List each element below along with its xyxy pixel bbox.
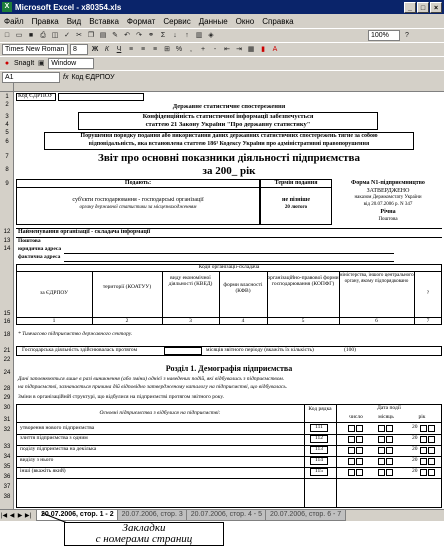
excel-icon: X xyxy=(2,2,12,12)
font-select[interactable]: Times New Roman xyxy=(2,44,68,55)
event-code: 112 xyxy=(314,435,324,441)
month-input[interactable] xyxy=(386,469,393,476)
changes-label: Зміни в організаційній структурі, що відбулися на підприємстві протягом звітного року. xyxy=(18,394,224,400)
close-button[interactable]: × xyxy=(430,2,442,13)
month-input[interactable] xyxy=(378,425,385,432)
date-year: рік xyxy=(418,414,426,420)
row-number[interactable]: 7 xyxy=(5,154,9,160)
new-icon[interactable]: □ xyxy=(4,31,10,39)
year-input[interactable] xyxy=(428,436,435,443)
menu-file[interactable]: Файл xyxy=(4,16,24,26)
capture-icon[interactable]: ▣ xyxy=(37,59,45,67)
menu-format[interactable]: Формат xyxy=(126,16,156,26)
row-number[interactable]: 30 xyxy=(3,405,11,411)
event-code: 111 xyxy=(315,424,323,430)
year-input[interactable] xyxy=(420,447,427,454)
day-input[interactable] xyxy=(348,469,355,476)
thousands-icon[interactable]: , xyxy=(190,45,192,53)
term-value2: 20 лютого xyxy=(284,205,308,210)
window-select[interactable]: Window xyxy=(48,58,94,69)
row-number[interactable]: 15 xyxy=(3,311,11,317)
row-number[interactable]: 32 xyxy=(3,427,11,433)
col-other: ? xyxy=(426,290,430,296)
footnote: * Тимчасово підприємство державного сектору. xyxy=(18,331,133,337)
row-number[interactable]: 21 xyxy=(3,348,11,354)
year-prefix: 20 xyxy=(412,424,418,430)
spell-icon[interactable]: ✓ xyxy=(64,31,70,39)
year-input[interactable] xyxy=(428,447,435,454)
col-edrpou: за ЄДРПОУ xyxy=(40,290,68,296)
italic-icon[interactable]: К xyxy=(104,45,110,53)
submitters-text2: органу державної статистики за місцезнаходженням xyxy=(79,205,197,210)
report-year: за 200_ рік xyxy=(202,165,256,177)
snagit-label[interactable]: SnagIt xyxy=(14,60,35,67)
sheet-tab[interactable]: 20.07.2006, стор. 3 xyxy=(117,510,188,521)
snagit-toolbar xyxy=(0,56,444,70)
select-all-corner[interactable] xyxy=(0,83,14,92)
paste-icon[interactable]: ▤ xyxy=(99,31,107,39)
year-input[interactable] xyxy=(420,469,427,476)
event-label: виділу з нього xyxy=(20,457,54,463)
months-code: (100) xyxy=(344,347,356,353)
kod-label: Код ЄДРПОУ xyxy=(18,93,54,99)
event-code: 113 xyxy=(314,446,324,452)
menu-help[interactable]: Справка xyxy=(262,16,294,26)
callout-line1: Закладки xyxy=(122,522,166,534)
merge-center-icon[interactable]: ⊞ xyxy=(164,45,170,53)
callout-box xyxy=(64,522,224,546)
row-number[interactable]: 36 xyxy=(3,474,11,480)
indent-inc-icon[interactable]: ⇥ xyxy=(236,45,242,53)
sheet-tab[interactable]: 20.07.2006, стор. 6 - 7 xyxy=(265,510,346,521)
section-note2: на підприємстві, зазначається причина дій відповідно затвердженому каталогу на підприємстві, що відбувалась. xyxy=(18,384,288,390)
save-icon[interactable]: ■ xyxy=(28,31,34,39)
colnum-5: 5 xyxy=(301,318,305,324)
menu-tools[interactable]: Сервис xyxy=(163,16,191,26)
day-input[interactable] xyxy=(356,458,363,465)
colnum-2: 2 xyxy=(125,318,129,324)
org-name-label: Найменування організації - складача інформації xyxy=(18,229,151,235)
sum-icon[interactable]: Σ xyxy=(160,31,166,39)
sort-asc-icon[interactable]: ↓ xyxy=(173,31,177,39)
kod-input-cells[interactable] xyxy=(58,93,144,101)
menu-window[interactable]: Окно xyxy=(235,16,255,26)
row-number[interactable]: 31 xyxy=(3,417,11,423)
event-label: інші (вкажіть який) xyxy=(20,468,66,474)
hyperlink-icon[interactable]: ⚭ xyxy=(148,31,154,39)
callout-line2: с номерами страниц xyxy=(95,533,193,545)
standard-toolbar xyxy=(0,28,444,42)
date-header: Дата події xyxy=(377,405,401,411)
row-headers[interactable] xyxy=(0,92,14,509)
format-painter-icon[interactable]: ✎ xyxy=(112,31,118,39)
submit-header: Подають: xyxy=(124,180,152,186)
window-title: Microsoft Excel - x80354.xls xyxy=(15,2,122,12)
section-note1: Дані заповнюються лише в разі виникнення (або зміни) однієї з наведених подій, які відбувались з підприємством. xyxy=(18,376,285,382)
addr-post-label: Поштова xyxy=(18,238,41,244)
post-label: Поштова xyxy=(378,217,398,222)
decimal-dec-icon[interactable]: - xyxy=(213,45,217,53)
colnum-7: 7 xyxy=(426,318,430,324)
year-prefix: 20 xyxy=(412,446,418,452)
prev-sheet-icon[interactable]: ◀ xyxy=(9,513,15,519)
term-value: не пізніше xyxy=(281,197,310,203)
row-number[interactable]: 13 xyxy=(3,238,11,244)
col-kfv: форми власності (КФВ) xyxy=(223,282,263,294)
row-number[interactable]: 37 xyxy=(3,484,11,490)
form-number: Форма N1-підприємництво xyxy=(351,180,425,186)
row-number[interactable]: 8 xyxy=(5,167,9,173)
year-input[interactable] xyxy=(420,425,427,432)
formula-input[interactable]: Код ЄДРПОУ xyxy=(71,73,115,81)
row-number[interactable]: 38 xyxy=(3,494,11,500)
row-number[interactable]: 2 xyxy=(5,102,9,108)
header-stat: Державне статистичне спостереження xyxy=(172,103,286,110)
col-ministry: міністерства, іншого центрального органу, якому підпорядковано xyxy=(339,273,414,284)
row-number[interactable]: 12 xyxy=(3,229,11,235)
row-number[interactable]: 35 xyxy=(3,464,11,470)
print-icon[interactable]: ⎙ xyxy=(40,31,46,39)
year-input[interactable] xyxy=(420,436,427,443)
colnum-3: 3 xyxy=(189,318,192,324)
month-input[interactable] xyxy=(386,425,393,432)
column-headers[interactable] xyxy=(0,83,444,92)
row-number[interactable]: 4 xyxy=(5,122,9,128)
sort-desc-icon[interactable]: ↑ xyxy=(185,31,189,39)
event-label: поділу підприємства на декілька xyxy=(20,446,97,452)
conf-line1: Конфіденційність статистичної інформації забезпечується xyxy=(142,113,314,120)
fill-color-icon[interactable]: ▮ xyxy=(261,45,265,53)
event-code: 114 xyxy=(314,457,324,463)
conf-line2: статтею 21 Закону України "Про державну статистику" xyxy=(145,121,311,128)
menu-insert[interactable]: Вставка xyxy=(89,16,119,26)
row-number[interactable]: 28 xyxy=(3,386,11,392)
undo-icon[interactable]: ↶ xyxy=(124,31,130,39)
year-input[interactable] xyxy=(428,469,435,476)
month-input[interactable] xyxy=(386,447,393,454)
month-input[interactable] xyxy=(378,458,385,465)
order-date: від 20.07.2006 р. N 347 xyxy=(363,202,413,207)
code-header: Код рядка xyxy=(308,406,332,412)
row-number[interactable]: 22 xyxy=(3,357,11,363)
row-number[interactable]: 1 xyxy=(5,94,9,100)
underline-icon[interactable]: Ч xyxy=(116,45,122,53)
addr-fact-label: фактична адреса xyxy=(18,254,61,260)
day-input[interactable] xyxy=(356,436,363,443)
row-number[interactable]: 33 xyxy=(3,444,11,450)
zoom-select[interactable]: 100% xyxy=(368,30,400,41)
minimize-button[interactable]: _ xyxy=(404,2,416,13)
month-input[interactable] xyxy=(386,436,393,443)
drawing-icon[interactable]: ◈ xyxy=(208,31,214,39)
preview-icon[interactable]: ◫ xyxy=(51,31,59,39)
row-number[interactable]: 34 xyxy=(3,454,11,460)
month-input[interactable] xyxy=(378,447,385,454)
cut-icon[interactable]: ✂ xyxy=(76,31,82,39)
col-koatuu: території (КОАТУУ) xyxy=(102,284,152,290)
codes-title: Коди організації-складача xyxy=(198,264,260,270)
menu-edit[interactable]: Правка xyxy=(31,16,59,26)
worksheet[interactable] xyxy=(14,92,444,509)
maximize-button[interactable]: □ xyxy=(417,2,429,13)
fx-icon[interactable]: fx xyxy=(63,73,69,81)
month-input[interactable] xyxy=(378,469,385,476)
row-number[interactable]: 24 xyxy=(3,370,11,376)
row-number[interactable]: 14 xyxy=(3,246,11,252)
row-number[interactable]: 9 xyxy=(5,181,9,187)
date-day: число xyxy=(349,414,363,420)
annual-label: Річна xyxy=(380,209,396,215)
year-input[interactable] xyxy=(428,425,435,432)
menu-data[interactable]: Данные xyxy=(198,16,228,26)
indent-dec-icon[interactable]: ⇤ xyxy=(224,45,230,53)
row-number[interactable]: 29 xyxy=(3,395,11,401)
redo-icon[interactable]: ↷ xyxy=(136,31,142,39)
month-input[interactable] xyxy=(378,436,385,443)
approved-label: ЗАТВЕРДЖЕНО xyxy=(366,188,410,194)
month-input[interactable] xyxy=(386,458,393,465)
col-kopfg: організаційно-правової форми господарювання (КОПФГ) xyxy=(267,275,339,287)
row-number[interactable]: 6 xyxy=(5,139,9,145)
borders-icon[interactable]: ▦ xyxy=(247,45,255,53)
event-label: злиття підприємства з одним xyxy=(20,435,88,441)
day-input[interactable] xyxy=(356,469,363,476)
term-header: Термін подання xyxy=(274,180,318,186)
warning-line1: Порушення порядку подання або використання даних державних статистичних спостережень тягне за собою xyxy=(80,133,378,139)
addr-legal-label: юридична адреса xyxy=(18,246,62,252)
colnum-1: 1 xyxy=(52,318,56,324)
col-kved: виду економічної діяльності (КВЕД) xyxy=(168,275,213,287)
year-prefix: 20 xyxy=(412,435,418,441)
day-input[interactable] xyxy=(356,425,363,432)
snagit-icon[interactable]: ● xyxy=(4,59,10,67)
row-number[interactable]: 18 xyxy=(3,332,11,338)
activity-label: Господарська діяльність здійснювалась протягом xyxy=(22,347,138,353)
months-input[interactable] xyxy=(164,347,202,355)
bold-icon[interactable]: Ж xyxy=(91,45,99,53)
day-input[interactable] xyxy=(348,458,355,465)
warning-line2: відповідальність, яка встановлена статтею 186³ Кодексу України про адміністративні правопорушення xyxy=(88,141,370,147)
day-input[interactable] xyxy=(348,447,355,454)
months-label: місяців звітного періоду (вкажіть їх кількість) xyxy=(206,347,314,353)
day-input[interactable] xyxy=(348,436,355,443)
event-code: 115 xyxy=(314,468,324,474)
section-title: Розділ 1. Демографія підприємства xyxy=(165,364,293,373)
colnum-4: 4 xyxy=(241,318,245,324)
font-size-select[interactable]: 8 xyxy=(70,44,88,55)
colnum-6: 6 xyxy=(375,318,378,324)
formatting-toolbar xyxy=(0,42,444,56)
font-color-icon[interactable]: A xyxy=(272,45,278,53)
first-sheet-icon[interactable]: |◀ xyxy=(0,513,8,519)
currency-icon[interactable]: % xyxy=(175,45,183,53)
align-center-icon[interactable]: ≡ xyxy=(140,45,146,53)
last-sheet-icon[interactable]: ▶| xyxy=(24,513,32,519)
chart-icon[interactable]: ▥ xyxy=(195,31,203,39)
name-box[interactable]: A1 xyxy=(2,72,60,83)
copy-icon[interactable]: ❐ xyxy=(87,31,95,39)
day-input[interactable] xyxy=(356,447,363,454)
year-input[interactable] xyxy=(428,458,435,465)
row-number[interactable]: 5 xyxy=(5,130,9,136)
sheet-tab[interactable]: 20.07.2006, стор. 1 - 2 xyxy=(36,510,119,521)
help-icon[interactable]: ? xyxy=(405,31,409,39)
align-left-icon[interactable]: ≡ xyxy=(128,45,134,53)
events-header: Основні підприємства з відбулися на підприємстві: xyxy=(99,410,221,416)
row-number[interactable]: 16 xyxy=(3,319,11,325)
submitters-text: суб'єкти господарювання - господарські організації xyxy=(72,197,204,203)
menu-view[interactable]: Вид xyxy=(66,16,82,26)
formula-bar xyxy=(0,70,444,83)
year-input[interactable] xyxy=(420,458,427,465)
order-label: наказом Держкомстату України xyxy=(354,195,422,200)
open-icon[interactable]: ▭ xyxy=(15,31,23,39)
next-sheet-icon[interactable]: ▶ xyxy=(17,513,23,519)
decimal-inc-icon[interactable]: + xyxy=(200,45,206,53)
row-number[interactable]: 3 xyxy=(5,114,9,120)
report-title: Звіт про основні показники діяльності підприємства xyxy=(98,152,360,164)
day-input[interactable] xyxy=(348,425,355,432)
align-right-icon[interactable]: ≡ xyxy=(152,45,158,53)
title-bar xyxy=(0,0,444,14)
menu-bar xyxy=(0,14,444,28)
year-prefix: 20 xyxy=(412,468,418,474)
sheet-tab[interactable]: 20.07.2006, стор. 4 - 5 xyxy=(186,510,267,521)
date-month: місяць xyxy=(378,414,394,420)
event-label: утворення нового підприємства xyxy=(20,425,95,431)
year-prefix: 20 xyxy=(412,457,418,463)
